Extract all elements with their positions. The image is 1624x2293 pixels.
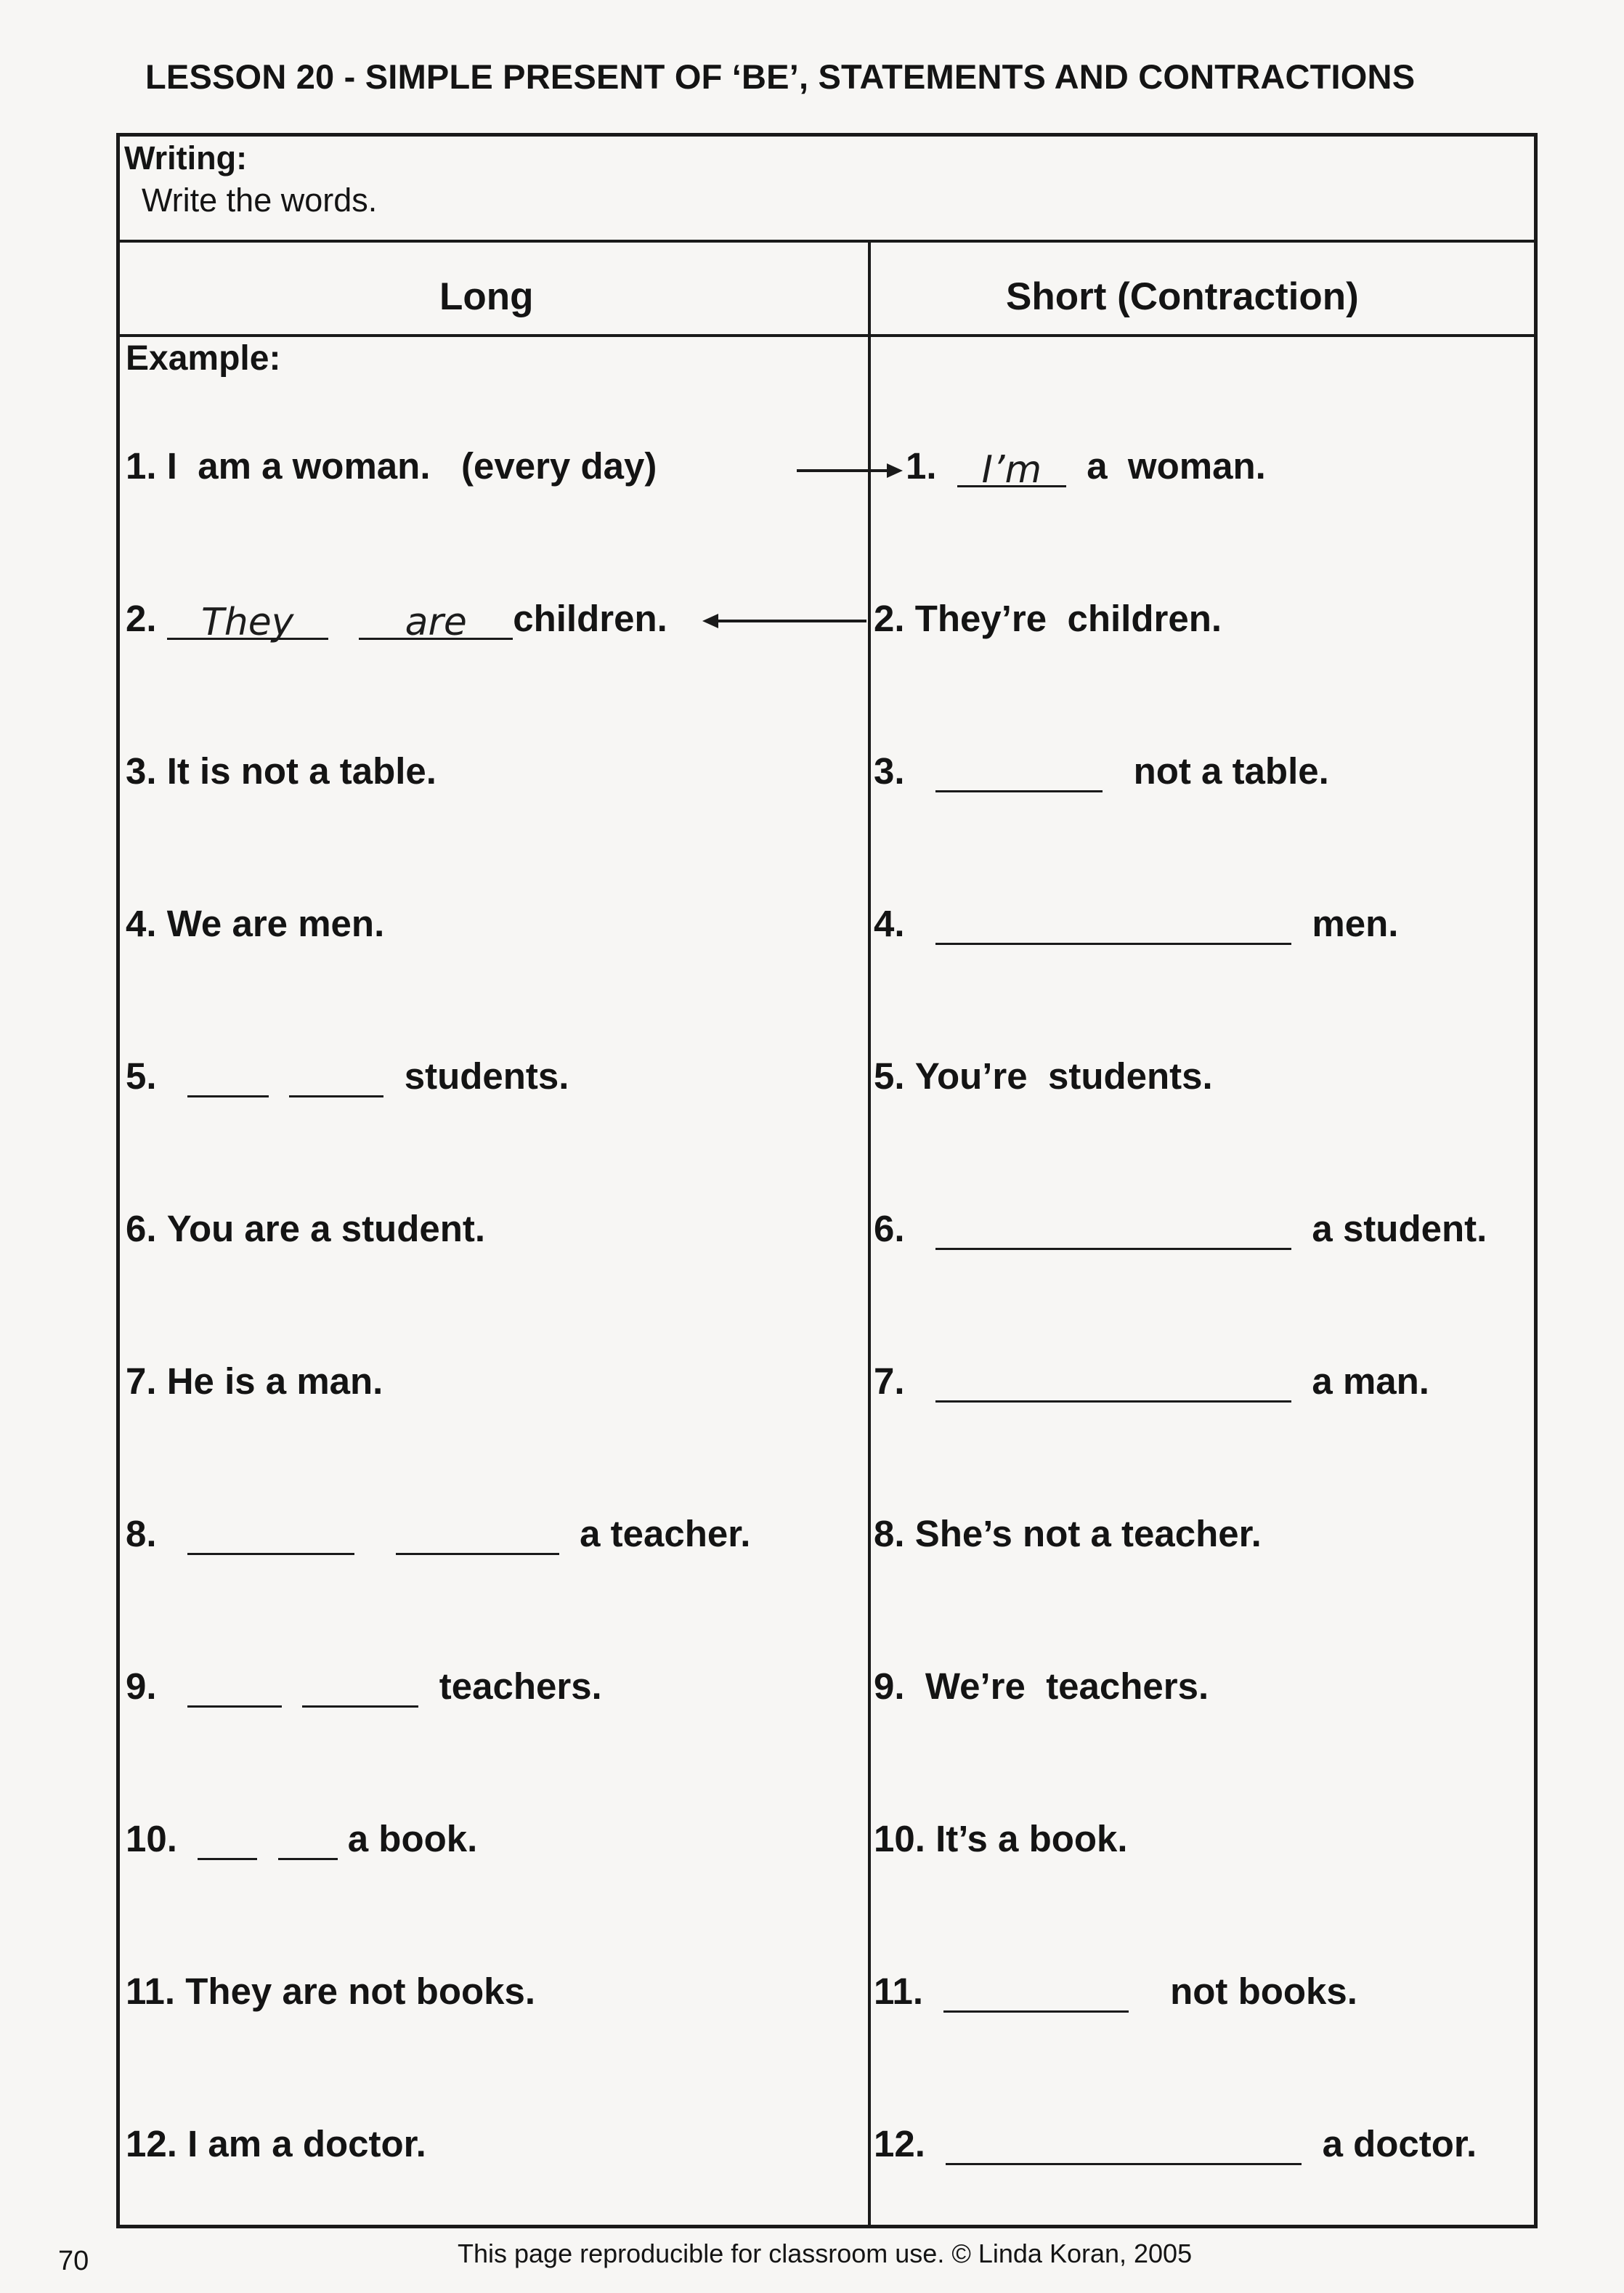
item-text: You are a student. — [166, 1208, 486, 1249]
item-number: 7. — [874, 1360, 905, 1402]
example-label: Example: — [126, 339, 281, 378]
short-item-4 — [874, 894, 1398, 945]
item-text: not books. — [1170, 1971, 1357, 2012]
short-item-6 — [874, 1199, 1487, 1250]
answer-blank[interactable] — [167, 598, 328, 644]
column-divider — [868, 240, 871, 2225]
long-item-7 — [126, 1352, 383, 1403]
short-item-1 — [906, 437, 1266, 492]
arrow-right-icon — [795, 456, 904, 485]
item-text: You’re students. — [914, 1055, 1213, 1097]
answer-blank[interactable] — [935, 1208, 1291, 1250]
item-number: 5. — [126, 1055, 157, 1097]
long-column-header: Long — [439, 275, 534, 318]
item-text: It’s a book. — [935, 1818, 1128, 1859]
short-item-11 — [874, 1962, 1357, 2013]
instructions-box — [120, 137, 1534, 243]
answer-blank[interactable] — [187, 1513, 354, 1555]
item-text: a book. — [347, 1818, 478, 1859]
item-text: students. — [404, 1055, 569, 1097]
copyright-footer: This page reproducible for classroom use. © Linda Koran, 2005 — [458, 2239, 1193, 2268]
item-number: 2. — [874, 598, 905, 639]
short-item-12 — [874, 2114, 1477, 2165]
item-number: 8. — [874, 1513, 905, 1554]
handwritten-answer: I’m — [981, 448, 1042, 492]
item-text: They are not books. — [185, 1971, 536, 2012]
item-number: 12. — [874, 2123, 925, 2164]
short-item-2 — [874, 589, 1222, 640]
short-column-header: Short (Contraction) — [1006, 275, 1359, 318]
long-item-2 — [126, 589, 667, 644]
long-item-3 — [126, 742, 437, 792]
item-number: 12. — [126, 2123, 177, 2164]
page-number: 70 — [58, 2246, 89, 2276]
short-item-10 — [874, 1809, 1128, 1860]
item-number: 1. — [126, 445, 157, 487]
item-text: a doctor. — [1322, 2123, 1477, 2164]
item-number: 9. — [126, 1665, 157, 1707]
handwritten-answer: They — [200, 601, 294, 644]
item-number: 11. — [874, 1971, 924, 2012]
item-text: teachers. — [439, 1665, 602, 1707]
item-text: I am a doctor. — [187, 2123, 426, 2164]
answer-blank[interactable] — [935, 750, 1103, 792]
answer-blank[interactable] — [946, 2123, 1302, 2165]
instructions-text: Write the words. — [142, 182, 378, 219]
long-item-4 — [126, 894, 384, 945]
item-text: a woman. — [1087, 445, 1266, 487]
item-number: 10. — [126, 1818, 177, 1859]
short-item-3 — [874, 742, 1329, 792]
item-text: a man. — [1312, 1360, 1429, 1402]
item-number: 5. — [874, 1055, 905, 1097]
item-number: 1. — [906, 445, 937, 487]
item-text: He is a man. — [166, 1360, 383, 1402]
long-item-1 — [126, 437, 657, 487]
answer-blank[interactable] — [289, 1055, 383, 1097]
item-number: 6. — [126, 1208, 157, 1249]
long-item-10 — [126, 1809, 477, 1860]
item-number: 3. — [126, 750, 157, 792]
answer-blank[interactable] — [935, 1360, 1291, 1403]
item-text: not a table. — [1133, 750, 1329, 792]
worksheet-table — [116, 133, 1538, 2228]
item-text: a teacher. — [580, 1513, 751, 1554]
item-number: 10. — [874, 1818, 925, 1859]
short-item-5 — [874, 1047, 1213, 1097]
answer-blank[interactable] — [187, 1665, 282, 1708]
item-number: 3. — [874, 750, 905, 792]
answer-blank[interactable] — [187, 1055, 269, 1097]
handwritten-answer: are — [405, 601, 467, 644]
page-title: LESSON 20 - SIMPLE PRESENT OF ‘BE’, STATEMENTS AND CONTRACTIONS — [145, 57, 1416, 96]
item-text: We’re teachers. — [925, 1665, 1209, 1707]
item-number: 11. — [126, 1971, 176, 2012]
item-number: 4. — [874, 903, 905, 944]
answer-blank[interactable] — [957, 445, 1066, 492]
answer-blank[interactable] — [935, 903, 1291, 945]
item-text: children. — [513, 598, 667, 639]
item-number: 9. — [874, 1665, 905, 1707]
answer-blank[interactable] — [198, 1818, 257, 1860]
item-text: It is not a table. — [166, 750, 437, 792]
answer-blank[interactable] — [396, 1513, 559, 1555]
long-item-9 — [126, 1657, 602, 1708]
item-number: 8. — [126, 1513, 157, 1554]
long-item-8 — [126, 1504, 750, 1555]
item-number: 7. — [126, 1360, 157, 1402]
long-item-12 — [126, 2114, 426, 2165]
item-number: 2. — [126, 598, 157, 639]
item-text: She’s not a teacher. — [914, 1513, 1262, 1554]
long-item-5 — [126, 1047, 569, 1097]
header-divider — [120, 334, 1534, 337]
item-text: We are men. — [166, 903, 385, 944]
arrow-left-icon — [701, 606, 868, 636]
item-text: They’re children. — [914, 598, 1222, 639]
answer-blank[interactable] — [359, 598, 513, 644]
item-number: 4. — [126, 903, 157, 944]
short-item-9 — [874, 1657, 1209, 1708]
long-item-6 — [126, 1199, 485, 1250]
answer-blank[interactable] — [278, 1818, 338, 1860]
item-text: I am a woman. (every day) — [166, 445, 657, 487]
short-item-7 — [874, 1352, 1429, 1403]
item-text: a student. — [1312, 1208, 1487, 1249]
answer-blank[interactable] — [302, 1665, 418, 1708]
item-number: 6. — [874, 1208, 905, 1249]
answer-blank[interactable] — [943, 1971, 1129, 2013]
item-text: men. — [1312, 903, 1399, 944]
short-item-8 — [874, 1504, 1262, 1555]
long-item-11 — [126, 1962, 535, 2013]
instructions-label: Writing: — [124, 139, 248, 176]
